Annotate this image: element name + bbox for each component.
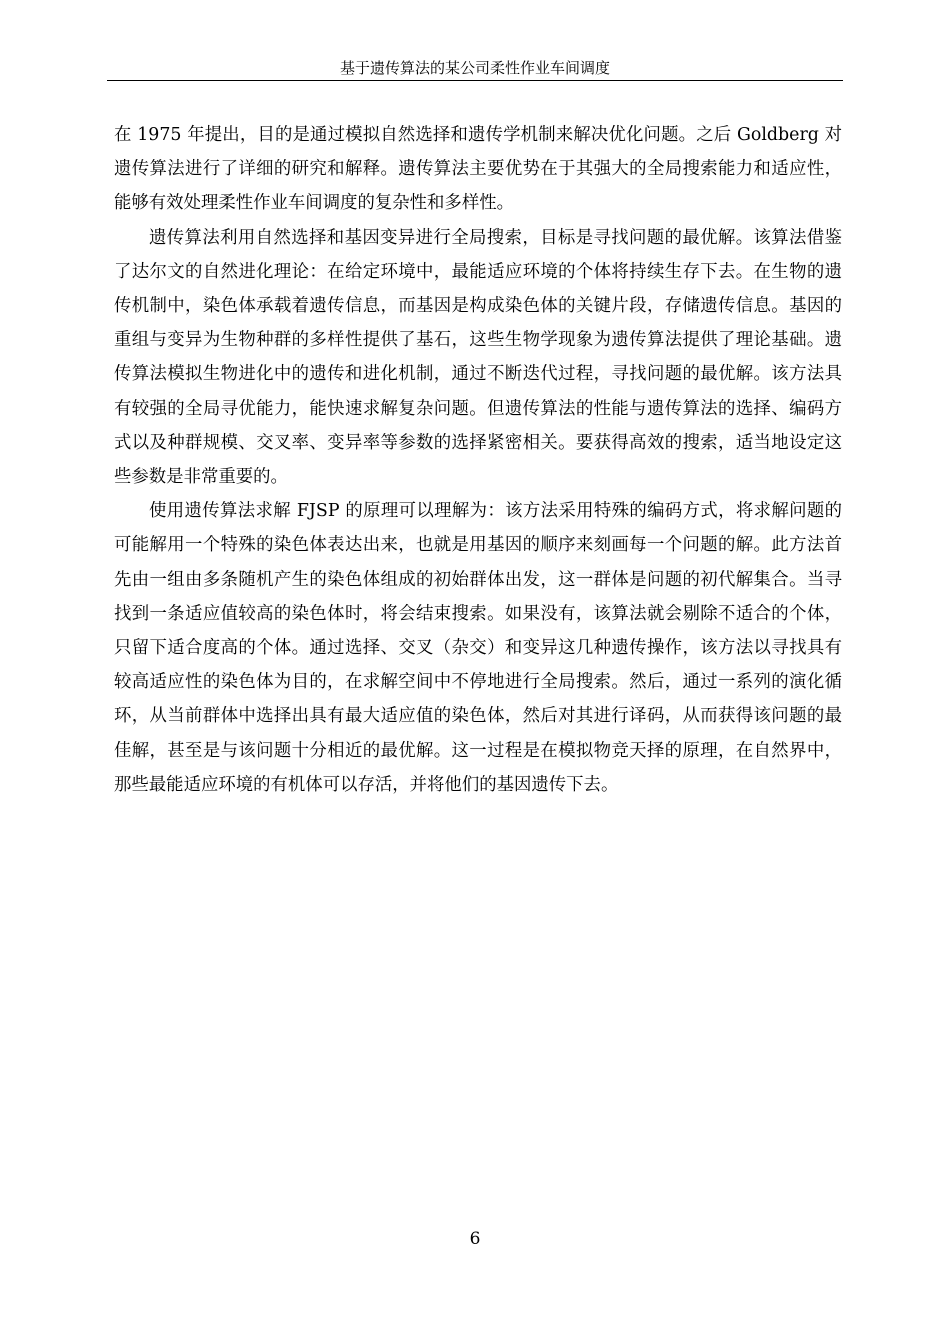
body-text: [114, 118, 842, 802]
paragraph-fjsp-principle: 使用遗传算法求解 FJSP 的原理可以理解为：该方法采用特殊的编码方式，将求解问题的可能解用一个特殊的染色体表达出来，也就是用基因的顺序来刻画每一个问题的解。此方法首先由一组由多条随机产生的染色体组成的初始群体出发，这一群体是问题的初代解集合。当寻找到一条适应值较高的染色体时，将会结束搜索。如果没有，该算法就会剔除不适合的个体，只留下适合度高的个体。通过选择、交叉（杂交）和变异这几种遗传操作，该方法以寻找具有较高适应性的染色体为目的，在求解空间中不停地进行全局搜索。然后，通过一系列的演化循环，从当前群体中选择出具有最大适应值的染色体，然后对其进行译码，从而获得该问题的最佳解，甚至是与该问题十分相近的最优解。这一过程是在模拟物竞天择的原理，在自然界中，那些最能适应环境的有机体可以存活，并将他们的基因遗传下去。: [114, 501, 842, 795]
page-number: 6: [469, 1229, 481, 1249]
paragraph-genetic-algorithm-overview: 遗传算法利用自然选择和基因变异进行全局搜索，目标是寻找问题的最优解。该算法借鉴了达尔文的自然进化理论：在给定环境中，最能适应环境的个体将持续生存下去。在生物的遗传机制中，染色体承载着遗传信息，而基因是构成染色体的关键片段，存储遗传信息。基因的重组与变异为生物种群的多样性提供了基石，这些生物学现象为遗传算法提供了理论基础。遗传算法模拟生物进化中的遗传和进化机制，通过不断迭代过程，寻找问题的最优解。该方法具有较强的全局寻优能力，能快速求解复杂问题。但遗传算法的性能与遗传算法的选择、编码方式以及种群规模、交叉率、变异率等参数的选择紧密相关。要获得高效的搜索，适当地设定这些参数是非常重要的。: [114, 227, 842, 488]
header-divider: [107, 80, 843, 81]
running-header-title: 基于遗传算法的某公司柔性作业车间调度: [339, 59, 610, 77]
paragraph-continuation: 在 1975 年提出，目的是通过模拟自然选择和遗传学机制来解决优化问题。之后 Goldberg 对遗传算法进行了详细的研究和解释。遗传算法主要优势在于其强大的全局搜索能力和适应性，能够有效处理柔性作业车间调度的复杂性和多样性。: [114, 125, 842, 214]
